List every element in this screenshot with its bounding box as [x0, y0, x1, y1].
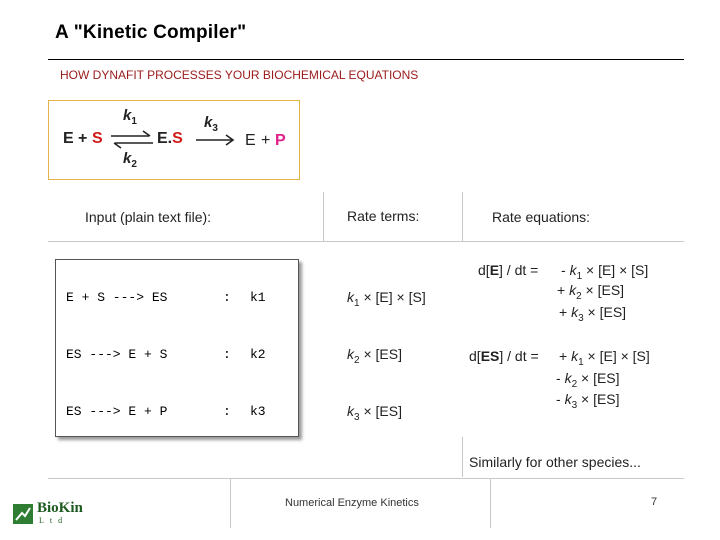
similarly-divider: [462, 437, 463, 477]
footer-center-text: Numerical Enzyme Kinetics: [285, 497, 419, 509]
input-label-2: k2: [250, 347, 266, 362]
slide-title: A "Kinetic Compiler": [55, 22, 247, 43]
scheme-right-enzyme: E: [245, 132, 256, 149]
input-equation-3: ES ---> E + P: [66, 404, 168, 419]
header-input: Input (plain text file):: [85, 209, 212, 225]
footer-divider-left: [230, 478, 231, 528]
rate-eq-e-line-1: - $k_1 \times [E] \times [S]$: [561, 262, 649, 282]
biokin-logo: [12, 499, 92, 527]
scheme-plus-2: +: [261, 132, 271, 149]
rate-eq-e-line-2: + $k_2 \times [ES]$: [557, 282, 625, 302]
forward-arrow-icon: [194, 134, 236, 146]
rate-term-3: $k_3 \times [ES]$: [347, 403, 402, 423]
logo-subtext: Ltd: [39, 516, 69, 525]
rate-term-2: $k_2 \times [ES]$: [347, 346, 402, 366]
footer-divider-right: [490, 478, 491, 528]
rate-eq-es-line-3: - $k_3 \times [ES]$: [556, 391, 620, 411]
scheme-product: P: [275, 132, 286, 149]
scheme-complex: E.S: [157, 130, 183, 147]
rate-eq-es-lhs: d[ES] / dt =: [469, 348, 539, 364]
rate-term-1: $k_1 \times [E] \times [S]$: [347, 289, 426, 309]
column-divider-1: [323, 192, 324, 242]
slide-subtitle: HOW DYNAFIT PROCESSES YOUR BIOCHEMICAL EQUATIONS: [60, 68, 419, 82]
column-divider-2: [462, 192, 463, 242]
header-rate-terms: Rate terms:: [347, 208, 420, 224]
input-colon-1: :: [223, 290, 231, 305]
rate-eq-e-line-3: + $k_3 \times [ES]$: [559, 304, 627, 324]
input-label-1: k1: [250, 290, 266, 305]
scheme-k1: $k_1$: [123, 107, 137, 127]
input-equation-1: E + S ---> ES: [66, 290, 168, 305]
header-rate-equations: Rate equations:: [492, 209, 591, 225]
logo-leaf-icon: [12, 503, 34, 525]
scheme-substrate: S: [92, 130, 103, 147]
scheme-k2: $k_2$: [123, 150, 137, 170]
header-divider: [48, 241, 684, 242]
logo-text: BioKin: [37, 500, 83, 516]
input-equation-2: ES ---> E + S: [66, 347, 168, 362]
equilibrium-arrow-icon: [109, 129, 155, 151]
scheme-plus-1: +: [78, 130, 88, 147]
title-divider: [48, 59, 684, 60]
reaction-scheme: [48, 100, 300, 180]
input-colon-2: :: [223, 347, 231, 362]
input-label-3: k3: [250, 404, 266, 419]
rate-eq-es-line-1: + $k_1 \times [E] \times [S]$: [559, 348, 650, 368]
similarly-note: Similarly for other species...: [469, 454, 641, 470]
input-file-box: [55, 259, 299, 437]
page-number: 7: [651, 496, 658, 508]
scheme-left-enzyme: E: [63, 130, 74, 147]
input-colon-3: :: [223, 404, 231, 419]
rate-eq-e-lhs: d[E] / dt =: [478, 262, 539, 278]
footer-divider: [48, 478, 684, 479]
rate-eq-es-line-2: - $k_2 \times [ES]$: [556, 370, 620, 390]
scheme-k3: $k_3$: [204, 114, 218, 134]
